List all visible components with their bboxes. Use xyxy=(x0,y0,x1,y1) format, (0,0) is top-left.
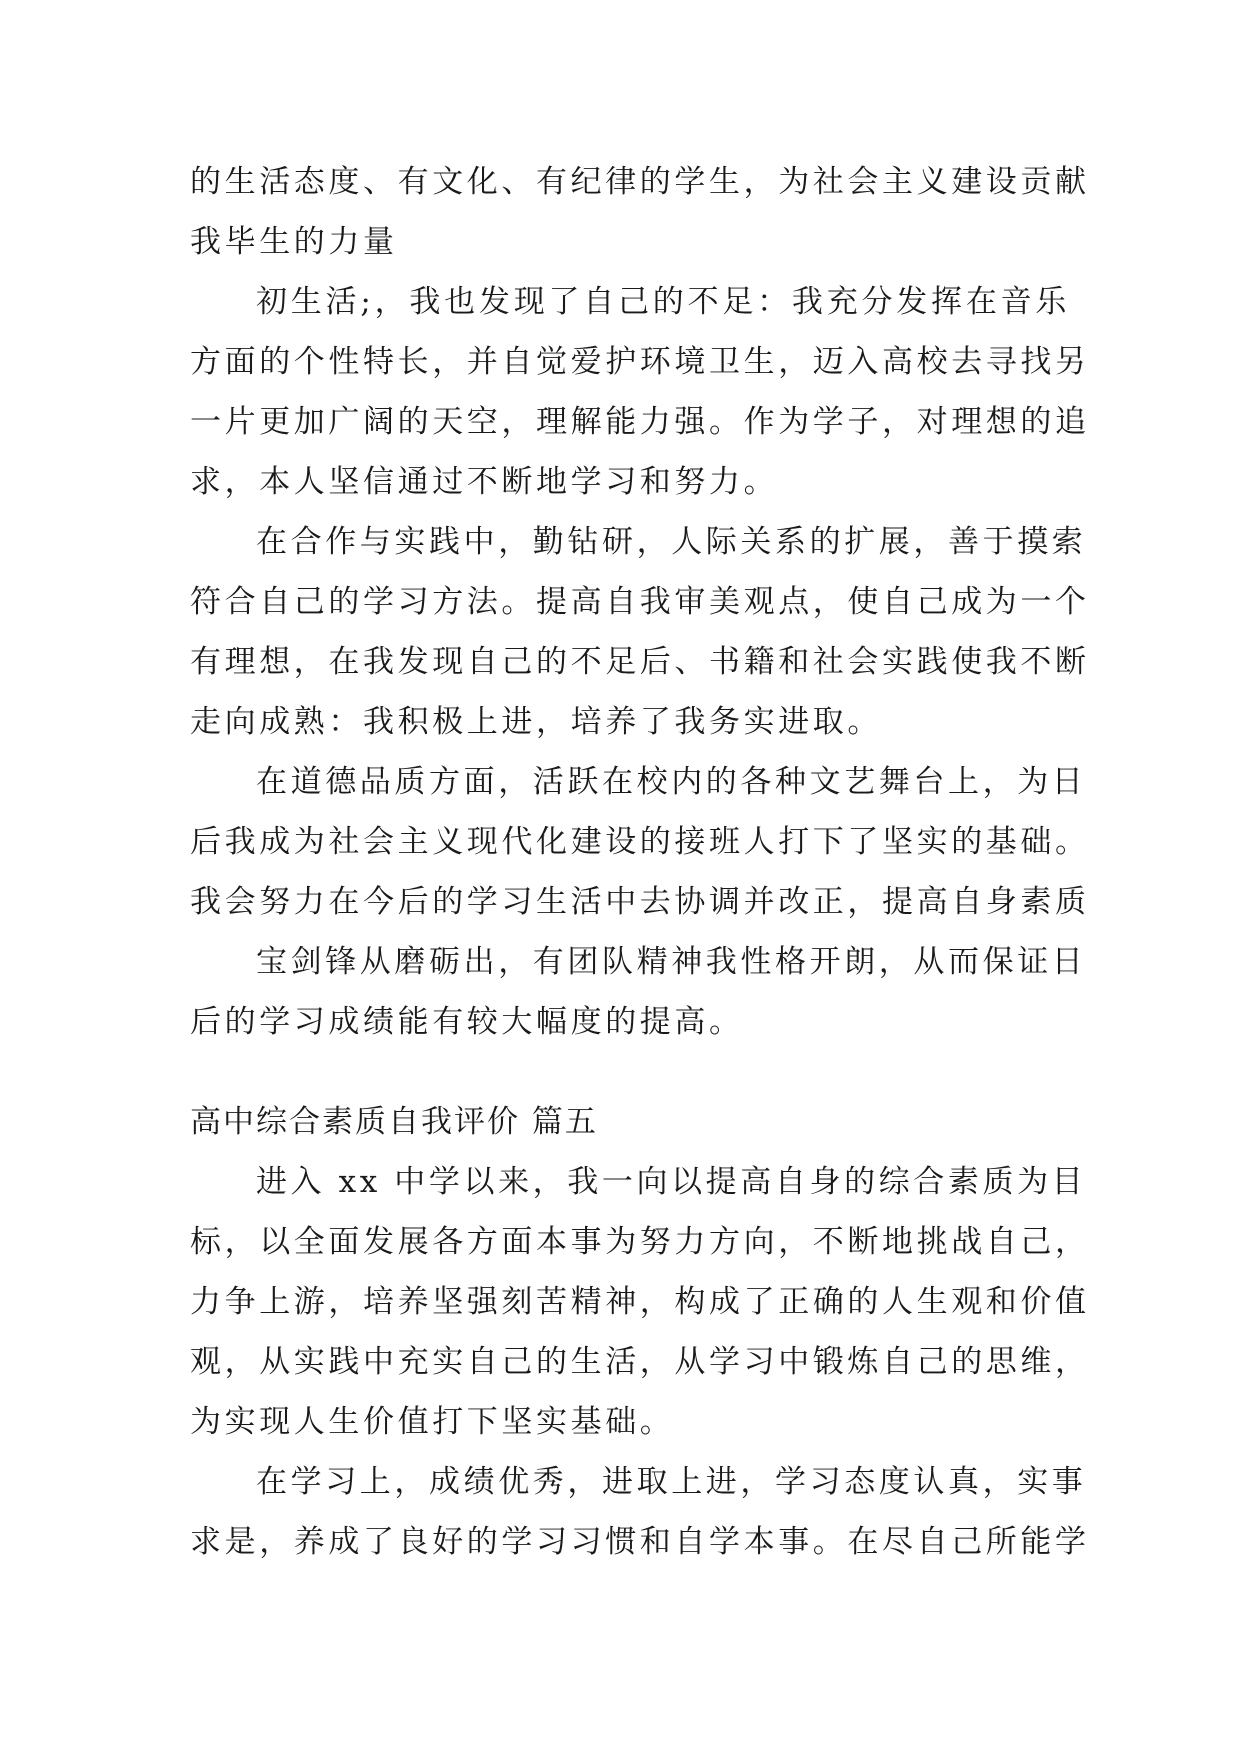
text-line: 求是，养成了良好的学习习惯和自学本事。在尽自己所能学 xyxy=(190,1524,1090,1560)
text-line: 的生活态度、有文化、有纪律的学生，为社会主义建设贡献 xyxy=(190,164,1090,200)
text-line: 我毕生的力量 xyxy=(190,224,398,260)
paragraph-start-line: 宝剑锋从磨砺出，有团队精神我性格开朗，从而保证日 xyxy=(256,944,1087,980)
section-heading: 高中综合素质自我评价 篇五 xyxy=(190,1104,598,1140)
text-line: 走向成熟：我积极上进，培养了我务实进取。 xyxy=(190,704,882,740)
paragraph-start-line: 在道德品质方面，活跃在校内的各种文艺舞台上，为日 xyxy=(256,764,1087,800)
paragraph-start-line: 初生活;，我也发现了自己的不足：我充分发挥在音乐 xyxy=(256,284,1070,320)
text-line: 后的学习成绩能有较大幅度的提高。 xyxy=(190,1004,744,1040)
paragraph-start-line: 在学习上，成绩优秀，进取上进，学习态度认真，实事 xyxy=(256,1464,1087,1500)
text-line: 求，本人坚信通过不断地学习和努力。 xyxy=(190,464,779,500)
text-line: 我会努力在今后的学习生活中去协调并改正，提高自身素质 xyxy=(190,884,1090,920)
text-line: 观，从实践中充实自己的生活，从学习中锻炼自己的思维， xyxy=(190,1344,1090,1380)
text-line: 力争上游，培养坚强刻苦精神，构成了正确的人生观和价值 xyxy=(190,1284,1090,1320)
text-line: 符合自己的学习方法。提高自我审美观点，使自己成为一个 xyxy=(190,584,1090,620)
paragraph-start-line: 进入 xx 中学以来，我一向以提高自身的综合素质为目 xyxy=(256,1164,1087,1200)
text-line: 一片更加广阔的天空，理解能力强。作为学子，对理想的追 xyxy=(190,404,1090,440)
text-line: 有理想，在我发现自己的不足后、书籍和社会实践使我不断 xyxy=(190,644,1090,680)
text-line: 为实现人生价值打下坚实基础。 xyxy=(190,1404,675,1440)
text-line: 方面的个性特长，并自觉爱护环境卫生，迈入高校去寻找另 xyxy=(190,344,1090,380)
text-line: 后我成为社会主义现代化建设的接班人打下了坚实的基础。 xyxy=(190,824,1090,860)
paragraph-start-line: 在合作与实践中，勤钻研，人际关系的扩展，善于摸索 xyxy=(256,524,1087,560)
text-line: 标，以全面发展各方面本事为努力方向，不断地挑战自己， xyxy=(190,1224,1090,1260)
